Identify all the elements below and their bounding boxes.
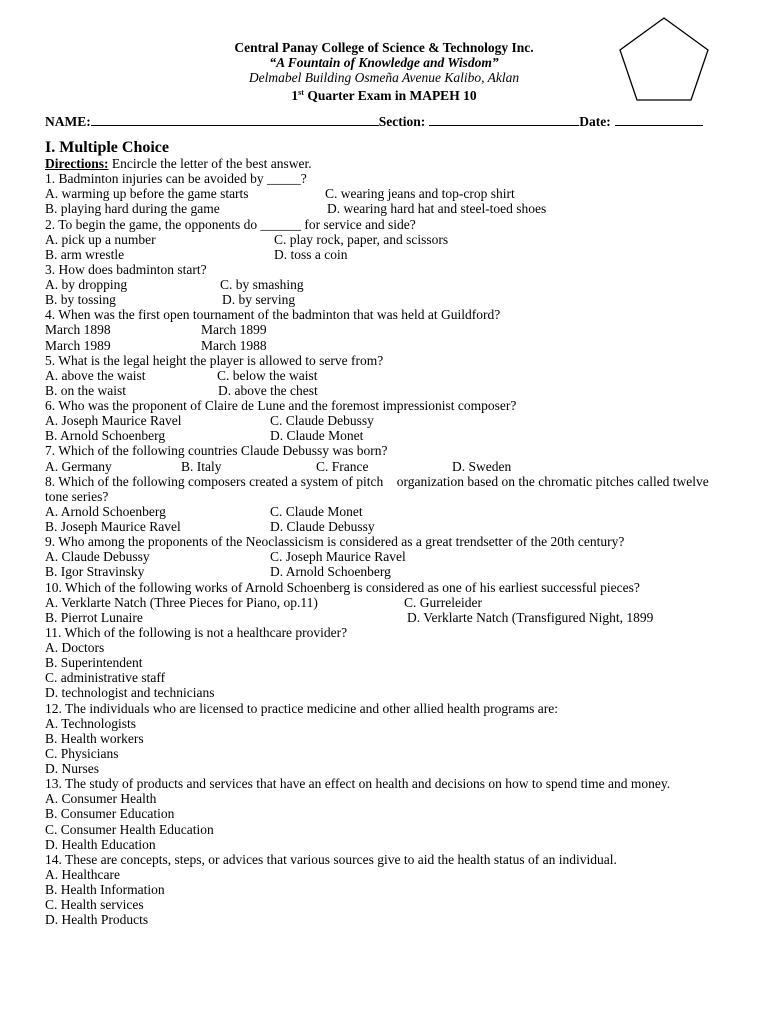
question-2-options-row1 (45, 232, 745, 247)
option-a[interactable]: A. above the waist (45, 367, 146, 383)
question-1-options-row1 (45, 186, 745, 201)
question-3-options-row1 (45, 277, 745, 292)
option-d[interactable]: D. Nurses (45, 761, 99, 777)
question-9-options-row1 (45, 549, 745, 564)
question-4-text: 4. When was the first open tournament of the badminton that was held at Guildford? (45, 307, 501, 323)
question-10-text: 10. Which of the following works of Arnold Schoenberg is considered as one of his earliest successful pieces? (45, 579, 640, 595)
question-11-text: 11. Which of the following is not a healthcare provider? (45, 624, 348, 640)
option-c[interactable]: C. Claude Debussy (270, 413, 374, 429)
option-b[interactable]: B. Pierrot Lunaire (45, 609, 143, 625)
question-5-text: 5. What is the legal height the player is allowed to serve from? (45, 352, 384, 368)
option-d[interactable]: D. Health Education (45, 836, 156, 852)
question-1-options-row2 (45, 201, 745, 216)
option-b[interactable]: March 1989 (45, 337, 111, 353)
option-d[interactable]: D. above the chest (218, 382, 318, 398)
option-b[interactable]: B. Consumer Education (45, 806, 175, 822)
option-a[interactable]: March 1898 (45, 322, 111, 338)
directions-label: Directions: (45, 156, 109, 171)
option-d[interactable]: D. Health Products (45, 912, 149, 928)
school-address: Delmabel Building Osmeña Avenue Kalibo, Aklan (248, 70, 520, 85)
option-c[interactable]: C. Consumer Health Education (45, 821, 214, 837)
option-a[interactable]: A. Arnold Schoenberg (45, 503, 166, 519)
option-b[interactable]: B. Italy (181, 458, 222, 474)
option-b[interactable]: B. Joseph Maurice Ravel (45, 519, 181, 535)
option-d[interactable]: D. toss a coin (274, 246, 348, 262)
option-b[interactable]: B. Arnold Schoenberg (45, 428, 166, 444)
school-name: Central Panay College of Science & Technology Inc. (234, 40, 534, 55)
question-13-text: 13. The study of products and services that have an effect on health and decisions on how to spend time and money. (45, 776, 671, 792)
directions-text: Encircle the letter of the best answer. (108, 156, 312, 171)
option-b[interactable]: B. Superintendent (45, 655, 143, 671)
option-c[interactable]: C. France (316, 458, 369, 474)
option-c[interactable]: C. Claude Monet (270, 503, 363, 519)
question-6-options-row1 (45, 413, 745, 428)
option-d[interactable]: March 1988 (201, 337, 267, 353)
option-c[interactable]: C. by smashing (220, 277, 304, 292)
option-a[interactable]: A. pick up a number (45, 231, 156, 247)
option-a[interactable]: A. Technologists (45, 715, 137, 731)
question-2-text: 2. To begin the game, the opponents do ______ for service and side? (45, 216, 416, 232)
option-d[interactable]: D. technologist and technicians (45, 685, 215, 701)
option-c[interactable]: C. Gurreleider (404, 594, 482, 610)
question-9-text: 9. Who among the proponents of the Neoclassicism is considered as a great trendsetter of the 20th century? (45, 534, 625, 550)
option-a[interactable]: A. Verklarte Natch (Three Pieces for Piano, op.11) (45, 594, 318, 610)
question-4-options-row2 (45, 338, 745, 353)
option-c[interactable]: C. Joseph Maurice Ravel (270, 549, 406, 565)
directions (45, 156, 745, 171)
option-d[interactable]: D. by serving (222, 292, 296, 308)
section-blank[interactable] (429, 113, 579, 126)
section-label: Section: (378, 114, 426, 129)
option-c[interactable]: C. play rock, paper, and scissors (274, 231, 449, 247)
question-2-options-row2 (45, 247, 745, 262)
question-6-options-row2 (45, 428, 745, 443)
question-5-options-row2 (45, 383, 745, 398)
question-3-options-row2 (45, 292, 745, 307)
questions-list (45, 156, 745, 927)
option-b[interactable]: B. playing hard during the game (45, 201, 220, 217)
question-8-options-row1 (45, 504, 745, 519)
option-b[interactable]: B. arm wrestle (45, 246, 125, 262)
option-b[interactable]: B. Health workers (45, 730, 144, 746)
option-c[interactable]: March 1899 (201, 322, 267, 338)
option-c[interactable]: C. administrative staff (45, 670, 166, 686)
option-b[interactable]: B. on the waist (45, 382, 126, 398)
option-d[interactable]: D. Sweden (452, 458, 512, 474)
question-7-options-row (45, 459, 745, 474)
section-title: I. Multiple Choice (45, 139, 169, 156)
option-b[interactable]: B. Health Information (45, 882, 165, 898)
question-4-options-row1 (45, 322, 745, 337)
option-c[interactable]: C. wearing jeans and top-crop shirt (325, 186, 515, 202)
option-a[interactable]: A. warming up before the game starts (45, 186, 249, 202)
option-a[interactable]: A. Healthcare (45, 866, 120, 882)
question-5-options-row1 (45, 368, 745, 383)
option-d[interactable]: D. Verklarte Natch (Transfigured Night, 1899 (407, 609, 654, 625)
option-c[interactable]: C. Health services (45, 897, 144, 913)
option-a[interactable]: A. Germany (45, 458, 112, 474)
school-motto: “A Fountain of Knowledge and Wisdom” (269, 55, 499, 70)
question-12-text: 12. The individuals who are licensed to practice medicine and other allied health programs are: (45, 700, 558, 716)
option-a[interactable]: A. Joseph Maurice Ravel (45, 413, 182, 429)
date-label: Date: (579, 114, 611, 129)
question-9-options-row2 (45, 564, 745, 579)
pentagon-score-box (618, 16, 710, 102)
option-a[interactable]: A. Claude Debussy (45, 549, 150, 565)
question-1-text: 1. Badminton injuries can be avoided by _____? (45, 171, 307, 187)
option-b[interactable]: B. by tossing (45, 292, 116, 308)
option-c[interactable]: C. Physicians (45, 745, 119, 761)
question-6-text: 6. Who was the proponent of Claire de Lune and the foremost impressionist composer? (45, 398, 517, 413)
name-label: NAME: (45, 114, 91, 129)
exam-ordinal-suffix: st (298, 88, 304, 97)
date-blank[interactable] (615, 113, 703, 126)
option-c[interactable]: C. below the waist (217, 367, 318, 383)
question-10-options-row2 (45, 610, 745, 625)
question-14-text: 14. These are concepts, steps, or advices that various sources give to aid the health status of an individual. (45, 851, 617, 867)
option-b[interactable]: B. Igor Stravinsky (45, 564, 145, 580)
question-3-text: 3. How does badminton start? (45, 261, 207, 277)
option-d[interactable]: D. Claude Monet (270, 428, 364, 444)
option-d[interactable]: D. Claude Debussy (270, 519, 375, 535)
option-a[interactable]: A. Consumer Health (45, 791, 157, 807)
student-info-line (45, 113, 725, 130)
option-a[interactable]: A. Doctors (45, 640, 105, 656)
option-d[interactable]: D. Arnold Schoenberg (270, 564, 391, 580)
question-8-text: 8. Which of the following composers created a system of pitch organization based on the chromatic pitches called twelve tone series? (45, 473, 713, 504)
exam-ordinal: 1 (291, 88, 299, 103)
name-blank[interactable] (91, 113, 379, 126)
question-8-options-row2 (45, 519, 745, 534)
option-a[interactable]: A. by dropping (45, 277, 128, 292)
question-10-options-row1 (45, 595, 745, 610)
option-d[interactable]: D. wearing hard hat and steel-toed shoes (327, 201, 547, 217)
exam-title-rest: Quarter Exam in MAPEH 10 (303, 88, 477, 103)
question-7-text: 7. Which of the following countries Claude Debussy was born? (45, 443, 388, 459)
